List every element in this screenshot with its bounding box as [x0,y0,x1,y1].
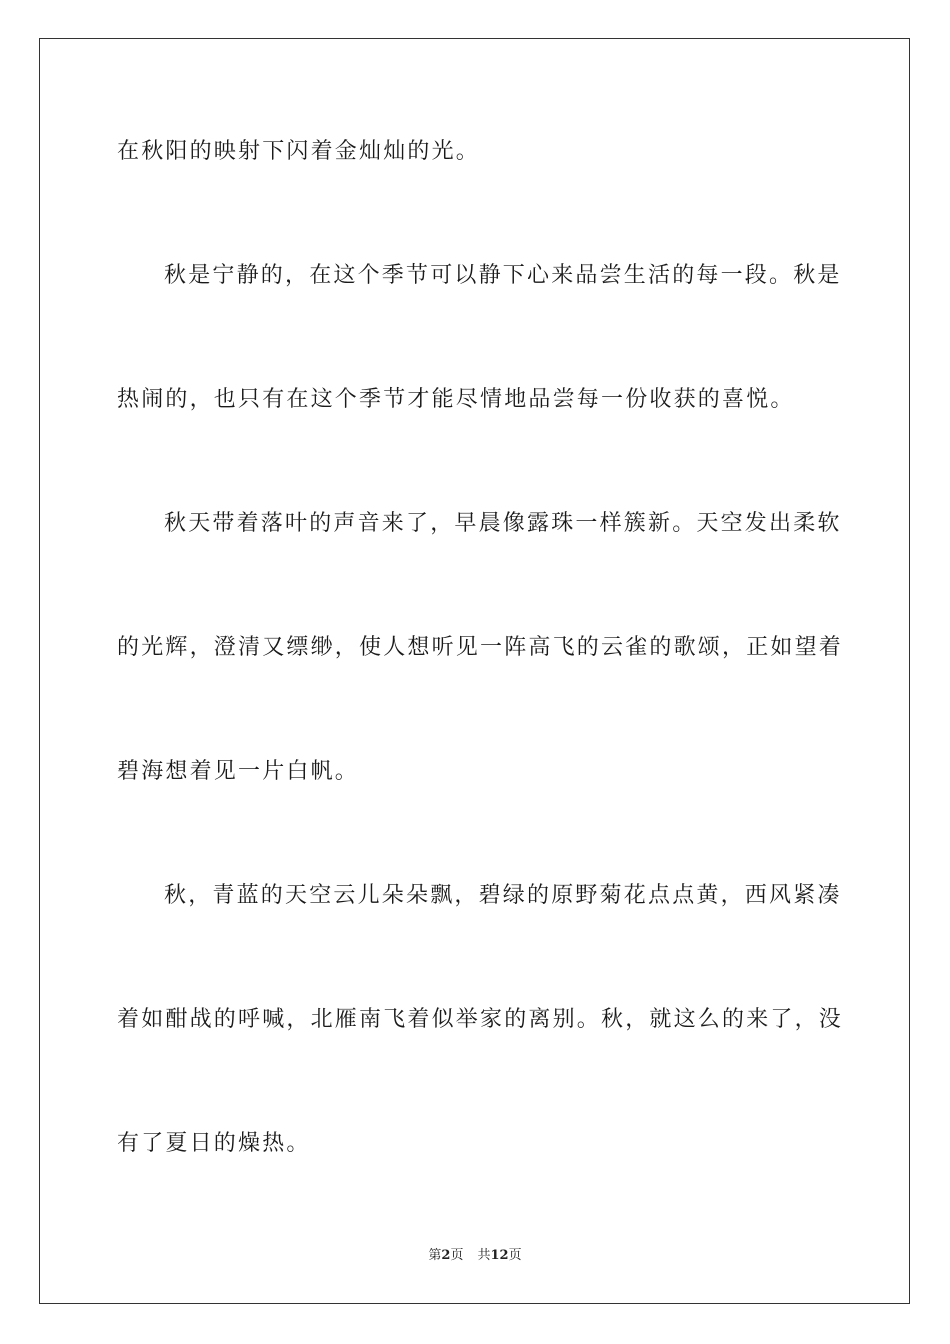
text-line-1: 在秋阳的映射下闪着金灿灿的光。 [117,139,481,164]
text-line-4: 秋天带着落叶的声音来了，早晨像露珠一样簇新。天空发出柔软 [164,511,842,536]
page-prefix: 第 [428,1248,442,1263]
page-suffix: 页 [450,1248,464,1263]
total-pages: 12 [490,1248,509,1263]
text-line-6: 碧海想着见一片白帆。 [117,759,360,784]
total-suffix: 页 [508,1248,522,1263]
page-footer [0,1247,950,1265]
text-line-7: 秋，青蓝的天空云儿朵朵飘，碧绿的原野菊花点点黄，西风紧凑 [164,883,842,908]
text-line-8: 着如酣战的呼喊，北雁南飞着似举家的离别。秋，就这么的来了，没 [117,1007,844,1032]
text-line-9: 有了夏日的燥热。 [117,1131,311,1156]
text-line-2: 秋是宁静的，在这个季节可以静下心来品尝生活的每一段。秋是 [164,263,842,288]
total-prefix: 共 [477,1248,491,1263]
page-border [39,38,910,1304]
text-line-5: 的光辉，澄清又缥缈，使人想听见一阵高飞的云雀的歌颂，正如望着 [117,635,844,660]
page-number: 2 [441,1248,451,1263]
text-line-3: 热闹的，也只有在这个季节才能尽情地品尝每一份收获的喜悦。 [117,387,795,412]
